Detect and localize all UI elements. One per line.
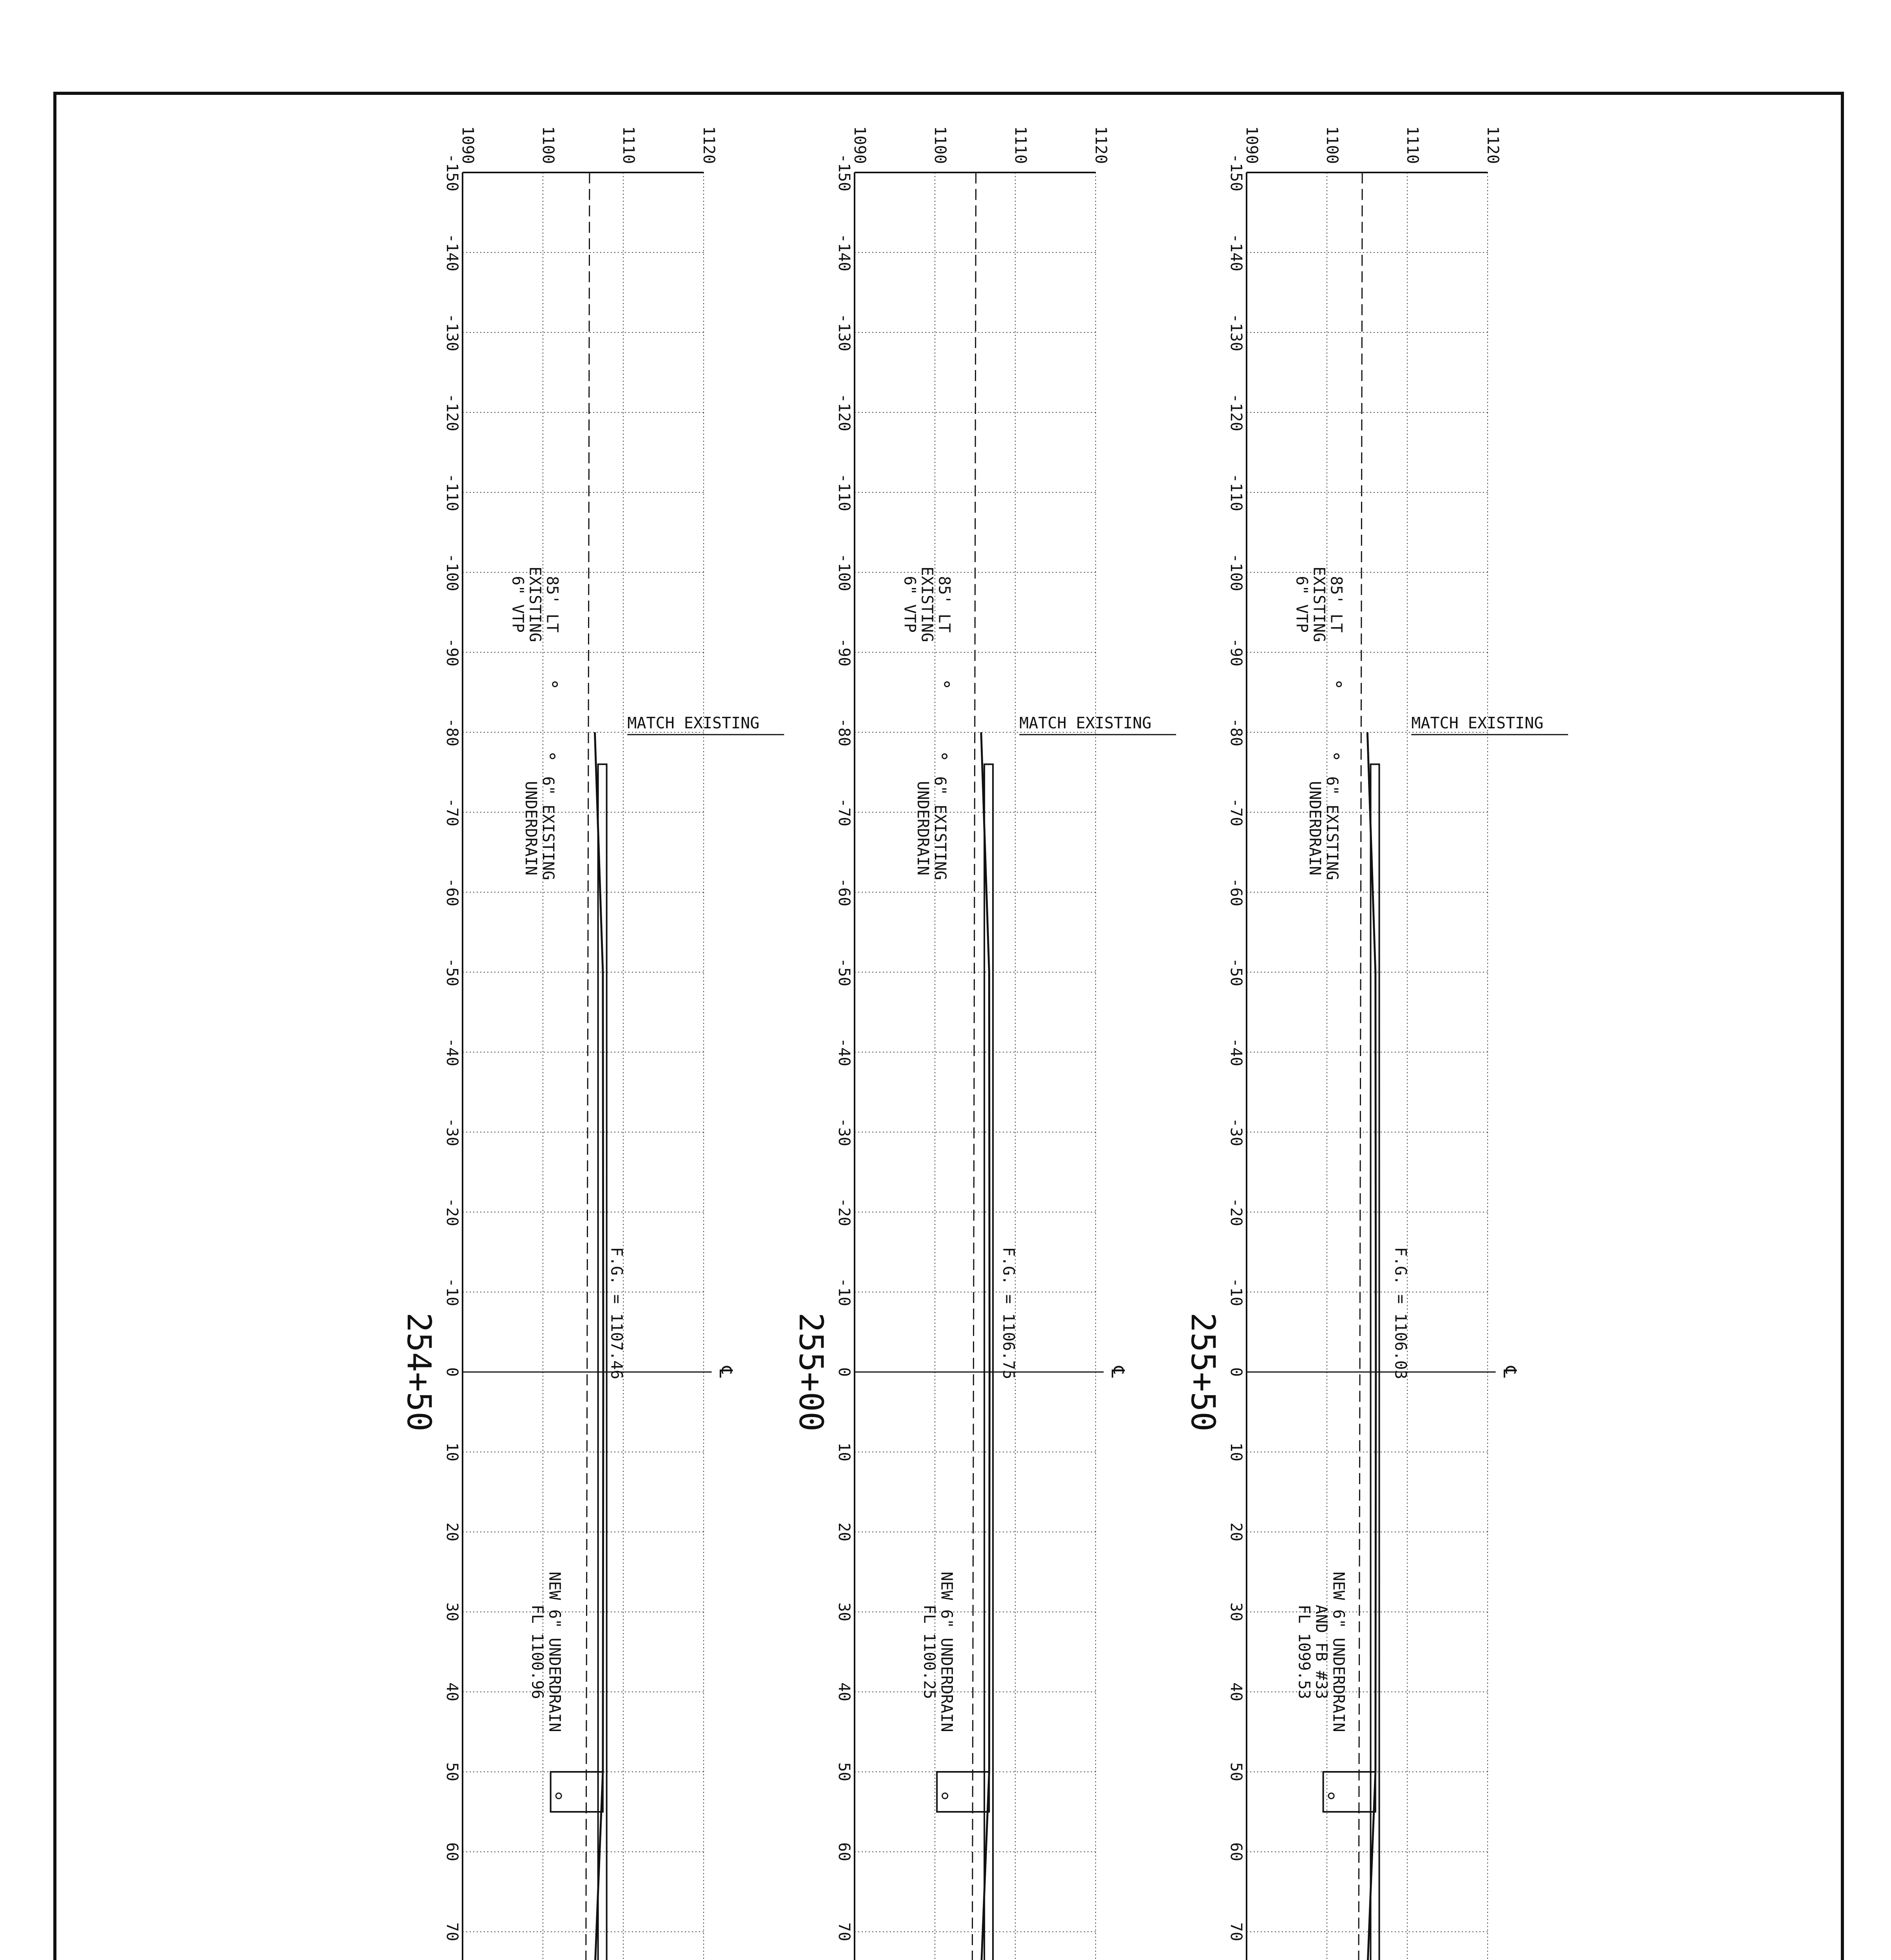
elevation-tick-label-top: 1110 [1011, 126, 1029, 164]
offset-tick-label: -30 [1227, 1118, 1245, 1147]
offset-tick-label: -60 [835, 878, 853, 907]
offset-tick-label: -10 [443, 1278, 461, 1307]
note-line: 85' LT [1327, 576, 1345, 633]
centerline-symbol: ℄ [715, 1366, 737, 1378]
offset-tick-label: -120 [835, 393, 853, 432]
offset-tick-label: -20 [1227, 1198, 1245, 1227]
elevation-tick-label-top: 1090 [459, 126, 477, 164]
offset-tick-label: -60 [1227, 878, 1245, 907]
offset-tick-label: -120 [443, 393, 461, 432]
leader-marker [550, 754, 555, 759]
offset-tick-label: -80 [443, 718, 461, 747]
offset-tick-label: -100 [1227, 553, 1245, 592]
offset-tick-label: 60 [443, 1842, 461, 1862]
note-line: 6" EXISTING [1323, 776, 1341, 880]
offset-tick-label: 10 [443, 1442, 461, 1462]
note-line: EXISTING [918, 566, 936, 642]
cross-section-255-50 [1184, 126, 1568, 1960]
offset-tick-label: 50 [1227, 1762, 1245, 1782]
offset-tick-label: -70 [835, 798, 853, 827]
offset-tick-label: 70 [443, 1922, 461, 1942]
finished-grade-label: F.G. = 1106.75 [999, 1247, 1018, 1379]
centerline-symbol: ℄ [1107, 1366, 1129, 1378]
offset-tick-label: -80 [835, 718, 853, 747]
station-label: 255+50 [1184, 1312, 1222, 1432]
elevation-tick-label-top: 1090 [851, 126, 869, 164]
underdrain-trench [1323, 1772, 1376, 1812]
elevation-tick-label-top: 1100 [539, 126, 557, 164]
match-existing-label: MATCH EXISTING [1411, 714, 1544, 732]
note-line: UNDERDRAIN [522, 781, 540, 876]
offset-tick-label: -90 [1227, 638, 1245, 667]
offset-tick-label: 20 [1227, 1522, 1245, 1542]
cross-section-255-00 [792, 126, 1176, 1960]
offset-tick-label: -50 [1227, 958, 1245, 987]
elevation-tick-label-top: 1100 [931, 126, 949, 164]
offset-tick-label: 20 [443, 1522, 461, 1542]
offset-tick-label: -10 [835, 1278, 853, 1307]
underdrain-trench [937, 1772, 989, 1812]
offset-tick-label: 10 [835, 1442, 853, 1462]
note-line: 85' LT [935, 576, 953, 633]
note-line: NEW 6" UNDERDRAIN [937, 1572, 956, 1732]
elevation-tick-label-top: 1120 [700, 126, 718, 164]
offset-tick-label: -60 [443, 878, 461, 907]
note-line: FL 1100.96 [528, 1604, 546, 1699]
offset-tick-label: -150 [1227, 153, 1245, 192]
offset-tick-label: 60 [835, 1842, 853, 1862]
note-line: FL 1100.25 [920, 1604, 938, 1699]
offset-tick-label: 30 [443, 1602, 461, 1622]
offset-tick-label: -100 [443, 553, 461, 592]
finished-grade-label: F.G. = 1107.46 [607, 1247, 626, 1379]
offset-tick-label: 30 [835, 1602, 853, 1622]
note-line: FL 1099.53 [1295, 1604, 1313, 1699]
offset-tick-label: -140 [1227, 233, 1245, 272]
offset-tick-label: -40 [835, 1038, 853, 1067]
leader-marker [1337, 682, 1341, 687]
match-existing-label: MATCH EXISTING [1019, 714, 1152, 732]
elevation-tick-label-top: 1110 [619, 126, 637, 164]
underdrain-trench [551, 1772, 603, 1812]
offset-tick-label: -30 [443, 1118, 461, 1147]
offset-tick-label: 40 [835, 1682, 853, 1702]
offset-tick-label: -20 [443, 1198, 461, 1227]
offset-tick-label: -110 [443, 473, 461, 512]
offset-tick-label: -140 [443, 233, 461, 272]
cross-section-panels [400, 126, 1568, 1960]
offset-tick-label: -20 [835, 1198, 853, 1227]
offset-tick-label: -130 [835, 313, 853, 352]
offset-tick-label: 70 [835, 1922, 853, 1942]
offset-tick-label: 0 [443, 1367, 461, 1377]
offset-tick-label: 20 [835, 1522, 853, 1542]
offset-tick-label: -130 [443, 313, 461, 352]
offset-tick-label: -90 [835, 638, 853, 667]
offset-tick-label: -80 [1227, 718, 1245, 747]
note-line: EXISTING [526, 566, 544, 642]
offset-tick-label: -90 [443, 638, 461, 667]
offset-tick-label: -100 [835, 553, 853, 592]
elevation-tick-label-top: 1120 [1484, 126, 1502, 164]
note-line: EXISTING [1310, 566, 1328, 642]
centerline-symbol: ℄ [1499, 1366, 1521, 1378]
note-line: 6" VTP [1292, 576, 1311, 633]
offset-tick-label: 40 [443, 1682, 461, 1702]
underdrain-pipe [556, 1793, 561, 1798]
offset-tick-label: -50 [835, 958, 853, 987]
offset-tick-label: -10 [1227, 1278, 1245, 1307]
note-line: 6" EXISTING [931, 776, 949, 880]
note-line: UNDERDRAIN [914, 781, 932, 876]
match-existing-label: MATCH EXISTING [627, 714, 760, 732]
elevation-tick-label-top: 1110 [1403, 126, 1421, 164]
offset-tick-label: -150 [443, 153, 461, 192]
offset-tick-label: 60 [1227, 1842, 1245, 1862]
leader-marker [942, 754, 947, 759]
offset-tick-label: -150 [835, 153, 853, 192]
offset-tick-label: 10 [1227, 1442, 1245, 1462]
elevation-tick-label-top: 1100 [1323, 126, 1341, 164]
offset-tick-label: -70 [443, 798, 461, 827]
offset-tick-label: -130 [1227, 313, 1245, 352]
cross-section-254-50 [400, 126, 784, 1960]
offset-tick-label: -140 [835, 233, 853, 272]
station-label: 254+50 [400, 1312, 438, 1432]
leader-marker [1334, 754, 1339, 759]
offset-tick-label: -40 [1227, 1038, 1245, 1067]
note-line: NEW 6" UNDERDRAIN [545, 1572, 564, 1732]
offset-tick-label: -50 [443, 958, 461, 987]
elevation-tick-label-top: 1120 [1092, 126, 1110, 164]
note-line: NEW 6" UNDERDRAIN [1329, 1572, 1348, 1732]
offset-tick-label: -30 [835, 1118, 853, 1147]
note-line: 6" VTP [508, 576, 527, 633]
offset-tick-label: -40 [443, 1038, 461, 1067]
note-line: UNDERDRAIN [1306, 781, 1324, 876]
offset-tick-label: 50 [443, 1762, 461, 1782]
underdrain-pipe [1328, 1793, 1334, 1798]
station-label: 255+00 [792, 1312, 830, 1432]
offset-tick-label: 30 [1227, 1602, 1245, 1622]
offset-tick-label: -120 [1227, 393, 1245, 432]
note-line: 6" EXISTING [539, 776, 557, 880]
offset-tick-label: 70 [1227, 1922, 1245, 1942]
elevation-tick-label-top: 1090 [1243, 126, 1261, 164]
offset-tick-label: -110 [1227, 473, 1245, 512]
note-line: AND FB #33 [1312, 1604, 1330, 1699]
underdrain-pipe [942, 1793, 948, 1798]
offset-tick-label: 0 [1227, 1367, 1245, 1377]
offset-tick-label: -70 [1227, 798, 1245, 827]
offset-tick-label: 40 [1227, 1682, 1245, 1702]
finished-grade-label: F.G. = 1106.03 [1391, 1247, 1410, 1379]
offset-tick-label: 50 [835, 1762, 853, 1782]
offset-tick-label: 0 [835, 1367, 853, 1377]
note-line: 85' LT [543, 576, 561, 633]
leader-marker [553, 682, 557, 687]
offset-tick-label: -110 [835, 473, 853, 512]
note-line: 6" VTP [900, 576, 919, 633]
leader-marker [945, 682, 949, 687]
